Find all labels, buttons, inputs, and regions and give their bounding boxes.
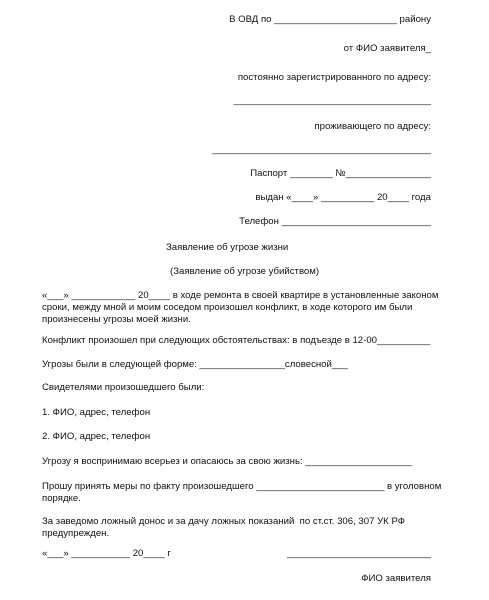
- registered-address-label: постоянно зарегистрированного по адресу:: [237, 72, 431, 83]
- signature-blank-line: ___________________________: [286, 548, 431, 559]
- incident-paragraph-line-3: произнесены угрозы моей жизни.: [42, 314, 191, 325]
- document-subtitle: (Заявление об угрозе убийством): [170, 266, 320, 277]
- threat-perception-line: Угрозу я воспринимаю всерьез и опасаюсь за свою жизнь: ____________________: [42, 456, 413, 467]
- passport-issued-line: выдан «____» __________ 20____ года: [255, 192, 431, 203]
- applicant-signature-label: ФИО заявителя: [361, 573, 431, 584]
- witness-2-line: 2. ФИО, адрес, телефон: [42, 431, 151, 442]
- document-title: Заявление об угрозе жизни: [166, 242, 289, 253]
- living-address-blank: _________________________________________: [212, 144, 431, 155]
- incident-paragraph-line-2: сроки, между мной и моим соседом произошел конфликт, в ходе которого им были: [42, 302, 413, 313]
- false-report-warning-line-2: предупрежден.: [42, 528, 110, 539]
- threat-form-line: Угрозы были в следующей форме: ________________словесной___: [42, 359, 348, 370]
- false-report-warning-line-1: За заведомо ложный донос и за дачу ложных показаний по ст.ст. 306, 307 УК РФ: [42, 516, 406, 527]
- signature-date-line: «___» ___________ 20____ г: [42, 548, 171, 559]
- passport-line: Паспорт ________ №________________: [250, 168, 431, 179]
- living-address-label: проживающего по адресу:: [314, 121, 431, 132]
- incident-paragraph-line-1: «___» ____________ 20____ в ходе ремонта в своей квартире в установленные законом: [42, 290, 439, 301]
- request-line-1: Прошу принять меры по факту произошедшего ________________________ в уголовном: [42, 481, 442, 492]
- ovd-address-line: В ОВД по _______________________ району: [229, 14, 431, 25]
- witnesses-label: Свидетелями произошедшего были:: [42, 382, 205, 393]
- registered-address-blank: _____________________________________: [233, 95, 431, 106]
- conflict-circumstances-line: Конфликт произошел при следующих обстоятельствах: в подъезде в 12-00__________: [42, 335, 431, 346]
- witness-1-line: 1. ФИО, адрес, телефон: [42, 407, 151, 418]
- applicant-name-line: от ФИО заявителя_: [343, 43, 431, 54]
- request-line-2: порядке.: [42, 493, 81, 504]
- phone-line: Телефон ____________________________: [239, 216, 431, 227]
